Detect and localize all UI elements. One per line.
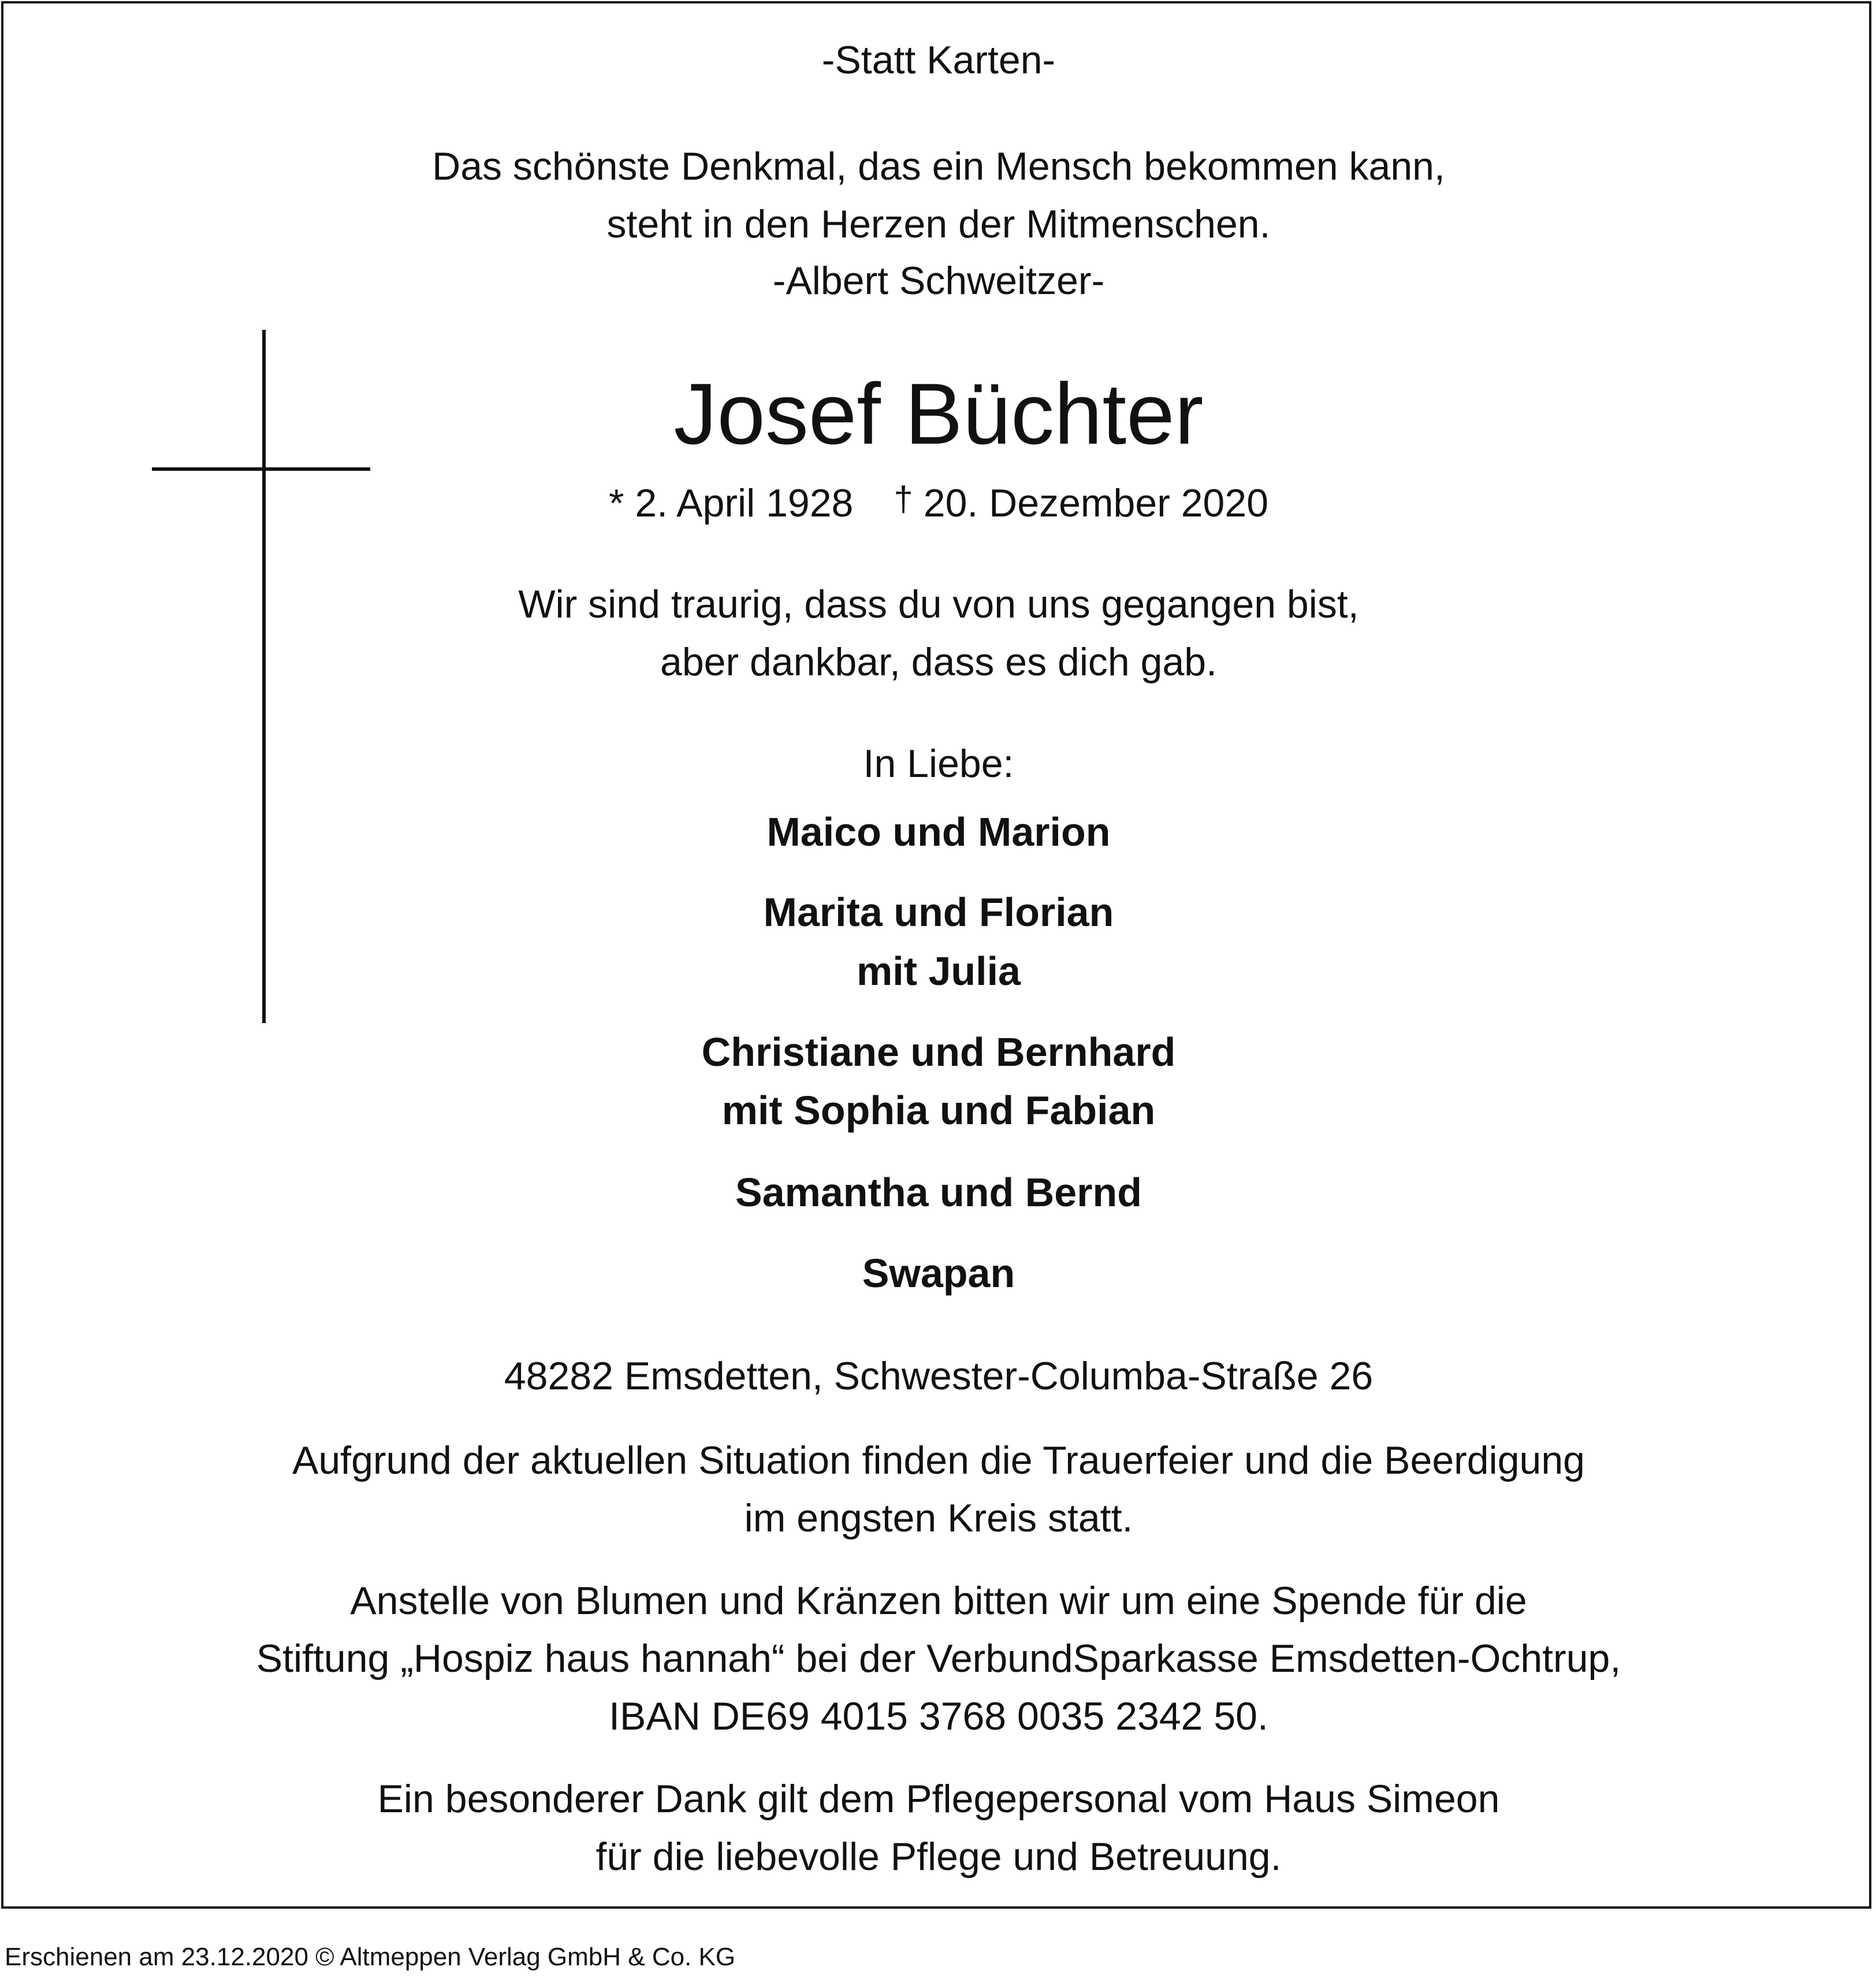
donation-iban: IBAN DE69 4015 3768 0035 2342 50. (609, 1694, 1268, 1738)
mourner-line: mit Julia (857, 949, 1021, 994)
notice-heading: -Statt Karten- (821, 38, 1056, 82)
cross-horizontal-bar (152, 467, 370, 471)
publication-footer: Erschienen am 23.12.2020 © Altmeppen Verlag GmbH & Co. KG (5, 1943, 736, 1971)
quote-line: steht in den Herzen der Mitmenschen. (606, 202, 1271, 246)
mourner-line: mit Sophia und Fabian (721, 1088, 1156, 1133)
quote-line: Das schönste Denkmal, das ein Mensch bekommen kann, (432, 144, 1445, 188)
mourner-line: Samantha und Bernd (735, 1170, 1142, 1215)
quote-author: -Albert Schweitzer- (772, 259, 1105, 303)
message-line: aber dankbar, dass es dich gab. (660, 640, 1217, 684)
birth-date: * 2. April 1928 (608, 481, 854, 525)
life-dates (3, 474, 1874, 534)
donation-line: Anstelle von Blumen und Kränzen bitten wir um eine Spende für die (350, 1579, 1527, 1623)
address: 48282 Emsdetten, Schwester-Columba-Straße 26 (504, 1354, 1374, 1398)
dagger-icon: † (894, 479, 913, 518)
message-line: Wir sind traurig, dass du von uns gegangen bist, (518, 582, 1359, 626)
mourner-line: Maico und Marion (766, 809, 1111, 854)
death-date: 20. Dezember 2020 (923, 481, 1269, 525)
situation-line: Aufgrund der aktuellen Situation finden die Trauerfeier und die Beerdigung (292, 1438, 1585, 1482)
obituary-notice (1, 1, 1871, 1909)
deceased-name: Josef Büchter (673, 365, 1204, 462)
in-love-label: In Liebe: (863, 742, 1014, 786)
situation-line: im engsten Kreis statt. (744, 1496, 1133, 1540)
mourner-line: Swapan (862, 1251, 1015, 1296)
mourner-line: Christiane und Bernhard (701, 1029, 1176, 1074)
thanks-line: Ein besonderer Dank gilt dem Pflegepersonal vom Haus Simeon (377, 1777, 1500, 1821)
donation-line: Stiftung „Hospiz haus hannah“ bei der VerbundSparkasse Emsdetten-Ochtrup, (256, 1637, 1621, 1680)
mourner-line: Marita und Florian (763, 890, 1114, 935)
thanks-line: für die liebevolle Pflege und Betreuung. (595, 1835, 1282, 1879)
